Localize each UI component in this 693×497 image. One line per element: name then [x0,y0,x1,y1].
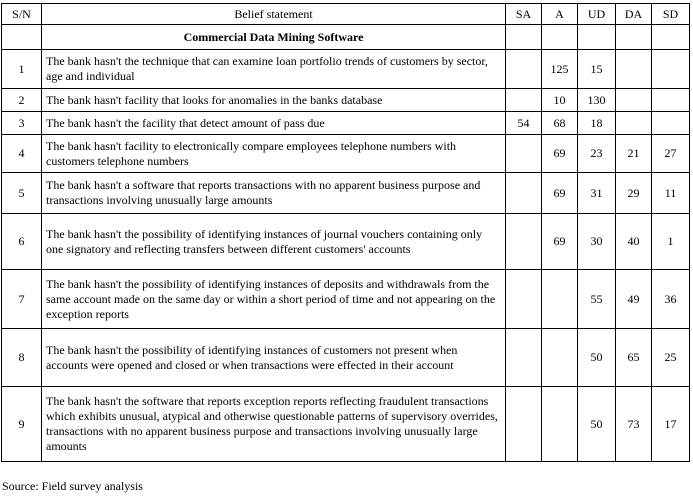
row-sn: 4 [2,135,42,173]
row-a: 69 [542,135,578,173]
row-sa: 54 [506,112,542,135]
row-sn: 1 [2,50,42,89]
source-note: Source: Field survey analysis [2,479,143,493]
row-statement: The bank hasn't a software that reports transactions with no apparent business purpose and transactions involving unusually large amounts [42,173,506,214]
row-da: 29 [616,173,652,214]
row-statement: The bank hasn't the possibility of identifying instances of deposits and withdrawals from the same account made on the same day or within a short period of time and not appearing on the exception reports [42,270,506,329]
header-sd: SD [652,4,690,25]
row-ud: 18 [578,112,616,135]
table-row [2,50,690,89]
table-row [2,270,690,329]
row-sa [506,214,542,270]
row-sd: 11 [652,173,690,214]
header-sa: SA [506,4,542,25]
belief-statement-table [1,3,690,462]
row-ud: 50 [578,387,616,462]
header-row [2,4,690,25]
header-statement: Belief statement [42,4,506,25]
section-empty-cell [542,25,578,50]
row-sd [652,50,690,89]
table-row [2,173,690,214]
row-da: 40 [616,214,652,270]
row-sd: 25 [652,329,690,387]
row-a: 125 [542,50,578,89]
row-sn: 5 [2,173,42,214]
row-sn: 7 [2,270,42,329]
section-empty-cell [616,25,652,50]
row-a: 69 [542,214,578,270]
row-da: 73 [616,387,652,462]
row-statement: The bank hasn't the possibility of identifying instances of customers not present when accounts were opened and closed or when transactions were effected in their account [42,329,506,387]
section-title: Commercial Data Mining Software [42,25,506,50]
row-da: 21 [616,135,652,173]
row-sa [506,270,542,329]
row-statement: The bank hasn't facility to electronically compare employees telephone numbers with customers telephone numbers [42,135,506,173]
row-ud: 15 [578,50,616,89]
table-row [2,112,690,135]
row-da: 49 [616,270,652,329]
row-a: 69 [542,173,578,214]
table-row [2,214,690,270]
row-sn: 6 [2,214,42,270]
row-statement: The bank hasn't the technique that can examine loan portfolio trends of customers by sector, age and individual [42,50,506,89]
row-sd [652,89,690,112]
row-sd [652,112,690,135]
row-sa [506,89,542,112]
row-a [542,270,578,329]
row-sd: 1 [652,214,690,270]
row-statement: The bank hasn't facility that looks for anomalies in the banks database [42,89,506,112]
row-ud: 130 [578,89,616,112]
row-sd: 36 [652,270,690,329]
row-sa [506,135,542,173]
row-a [542,387,578,462]
row-da [616,112,652,135]
row-sn: 3 [2,112,42,135]
row-ud: 23 [578,135,616,173]
header-da: DA [616,4,652,25]
header-a: A [542,4,578,25]
row-sn: 9 [2,387,42,462]
table-row [2,135,690,173]
row-da [616,89,652,112]
row-a: 10 [542,89,578,112]
row-statement: The bank hasn't the software that reports exception reports reflecting fraudulent transactions which exhibits unusual, atypical and otherwise questionable patterns of supervisory overrides, transactions with no apparent business purpose and transactions involving unusually large amounts [42,387,506,462]
row-statement: The bank hasn't the possibility of identifying instances of journal vouchers containing only one signatory and reflecting transfers between different customers' accounts [42,214,506,270]
row-sn: 2 [2,89,42,112]
row-sd: 27 [652,135,690,173]
row-statement: The bank hasn't the facility that detect amount of pass due [42,112,506,135]
row-ud: 50 [578,329,616,387]
row-sa [506,329,542,387]
row-ud: 30 [578,214,616,270]
section-empty-cell [652,25,690,50]
row-ud: 55 [578,270,616,329]
row-sa [506,173,542,214]
row-sn: 8 [2,329,42,387]
header-sn: S/N [2,4,42,25]
section-empty-cell [506,25,542,50]
header-ud: UD [578,4,616,25]
table-row [2,329,690,387]
section-empty-cell [578,25,616,50]
row-da [616,50,652,89]
row-ud: 31 [578,173,616,214]
section-row [2,25,690,50]
row-sd: 17 [652,387,690,462]
table-row [2,89,690,112]
row-sa [506,50,542,89]
section-empty-cell [2,25,42,50]
row-a: 68 [542,112,578,135]
row-sa [506,387,542,462]
row-da: 65 [616,329,652,387]
table-row [2,387,690,462]
row-a [542,329,578,387]
